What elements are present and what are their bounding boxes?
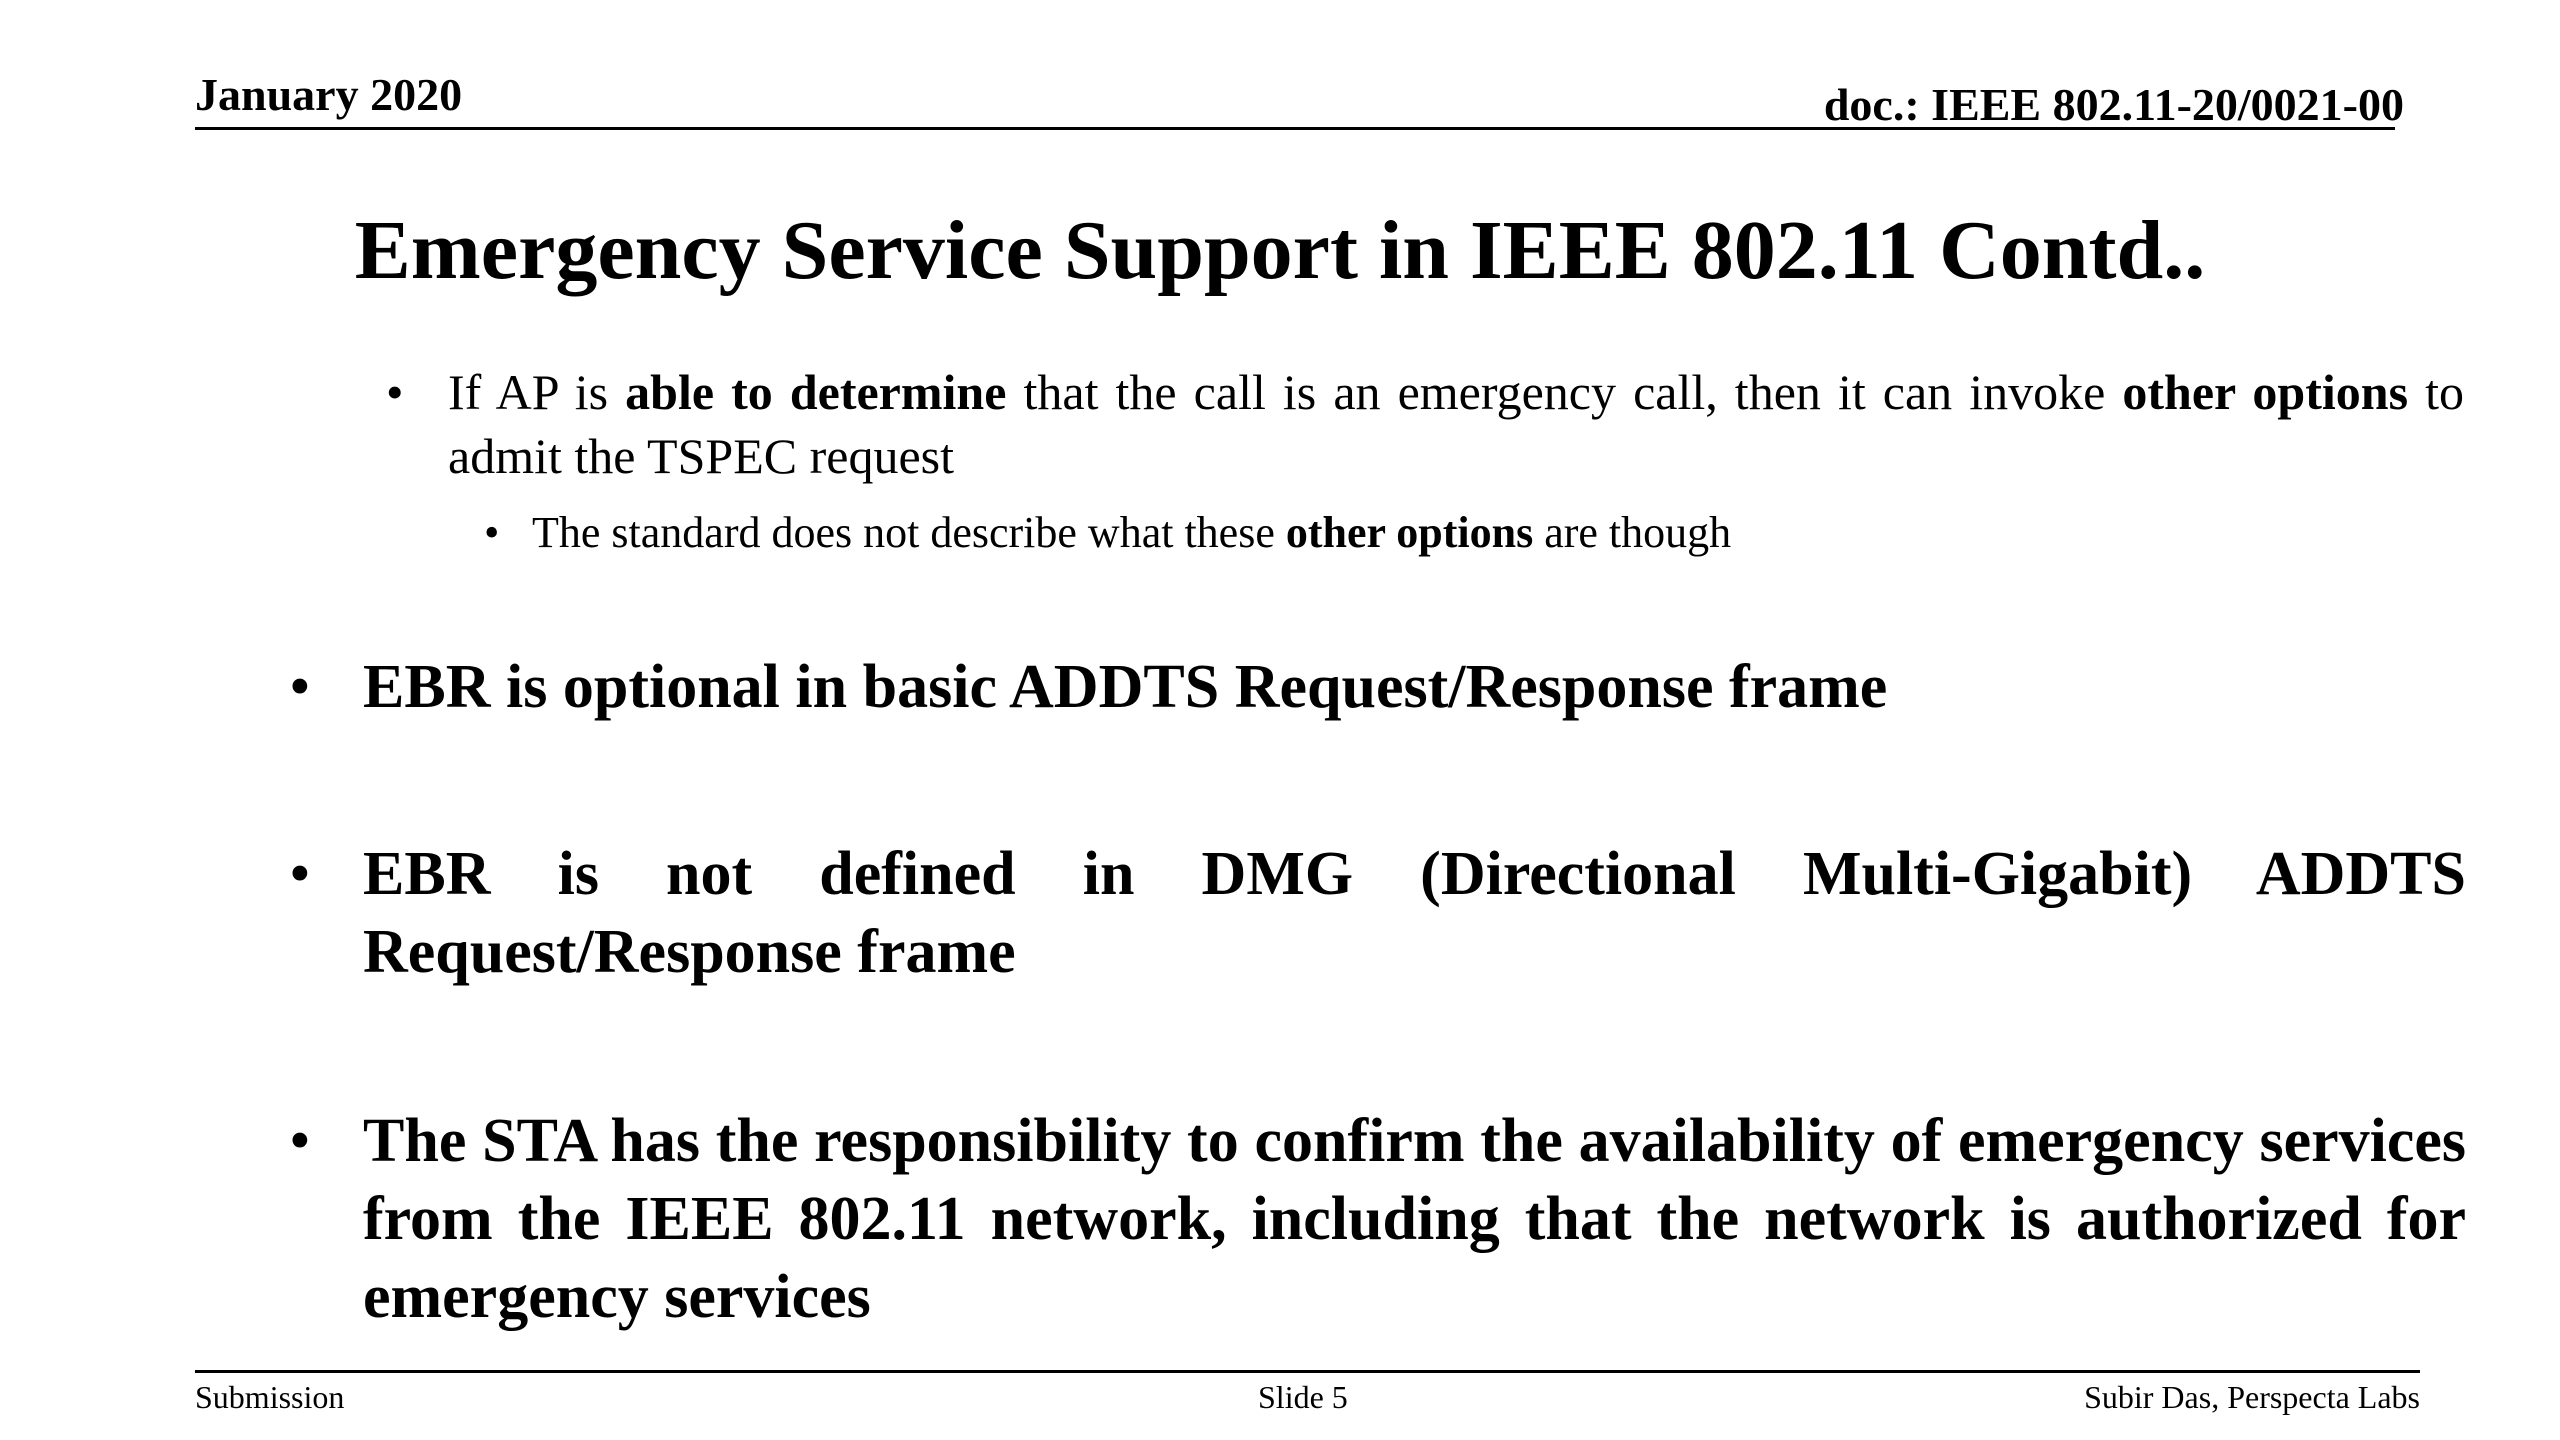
footer-rule	[195, 1370, 2420, 1373]
bullet-sta-responsibility	[289, 1102, 2466, 1336]
bullet-text-part: are though	[1533, 508, 1732, 557]
bullet-text: EBR is optional in basic ADDTS Request/Response frame	[363, 653, 1888, 721]
bullet-ebr-optional	[289, 648, 2466, 726]
bullet-glyph: •	[484, 508, 500, 557]
footer-submission: Submission	[195, 1379, 345, 1415]
bullet-text-bold: other options	[1285, 508, 1534, 557]
bullet-ebr-not-defined	[289, 835, 2466, 991]
bullet-text-part: that the call is an emergency call, then it can invoke	[1006, 364, 2123, 420]
bullet-text: EBR is not defined in DMG (Directional Multi-Gigabit) ADDTS Request/Response frame	[363, 840, 2466, 986]
bullet-ap-determine	[386, 360, 2464, 488]
header-rule	[195, 127, 2395, 130]
bullet-text-bold: other options	[2122, 364, 2409, 420]
bullet-glyph: •	[289, 653, 311, 721]
header-doc-id: doc.: IEEE 802.11-20/0021-00	[1823, 79, 2404, 130]
bullet-text-bold: able to determine	[625, 364, 1007, 420]
bullet-glyph: •	[386, 364, 404, 420]
bullet-text: The STA has the responsibility to confirm the availability of emergency services from the IEEE 802.11 network, including that the network is authorized for emergency services	[363, 1107, 2466, 1331]
bullet-text-part: to admit the TSPEC request	[448, 364, 2464, 484]
bullet-glyph: •	[289, 1107, 311, 1175]
header-date: January 2020	[195, 69, 463, 120]
bullet-text-part: The standard does not describe what these	[532, 508, 1286, 557]
bullet-text-part: If AP is	[448, 364, 626, 420]
footer-slide-number: Slide 5	[1258, 1379, 1348, 1415]
sub-bullet-other-options	[484, 505, 2462, 561]
footer-author: Subir Das, Perspecta Labs	[2084, 1379, 2420, 1415]
bullet-glyph: •	[289, 840, 311, 908]
slide-title: Emergency Service Support in IEEE 802.11 Contd..	[354, 204, 2206, 297]
